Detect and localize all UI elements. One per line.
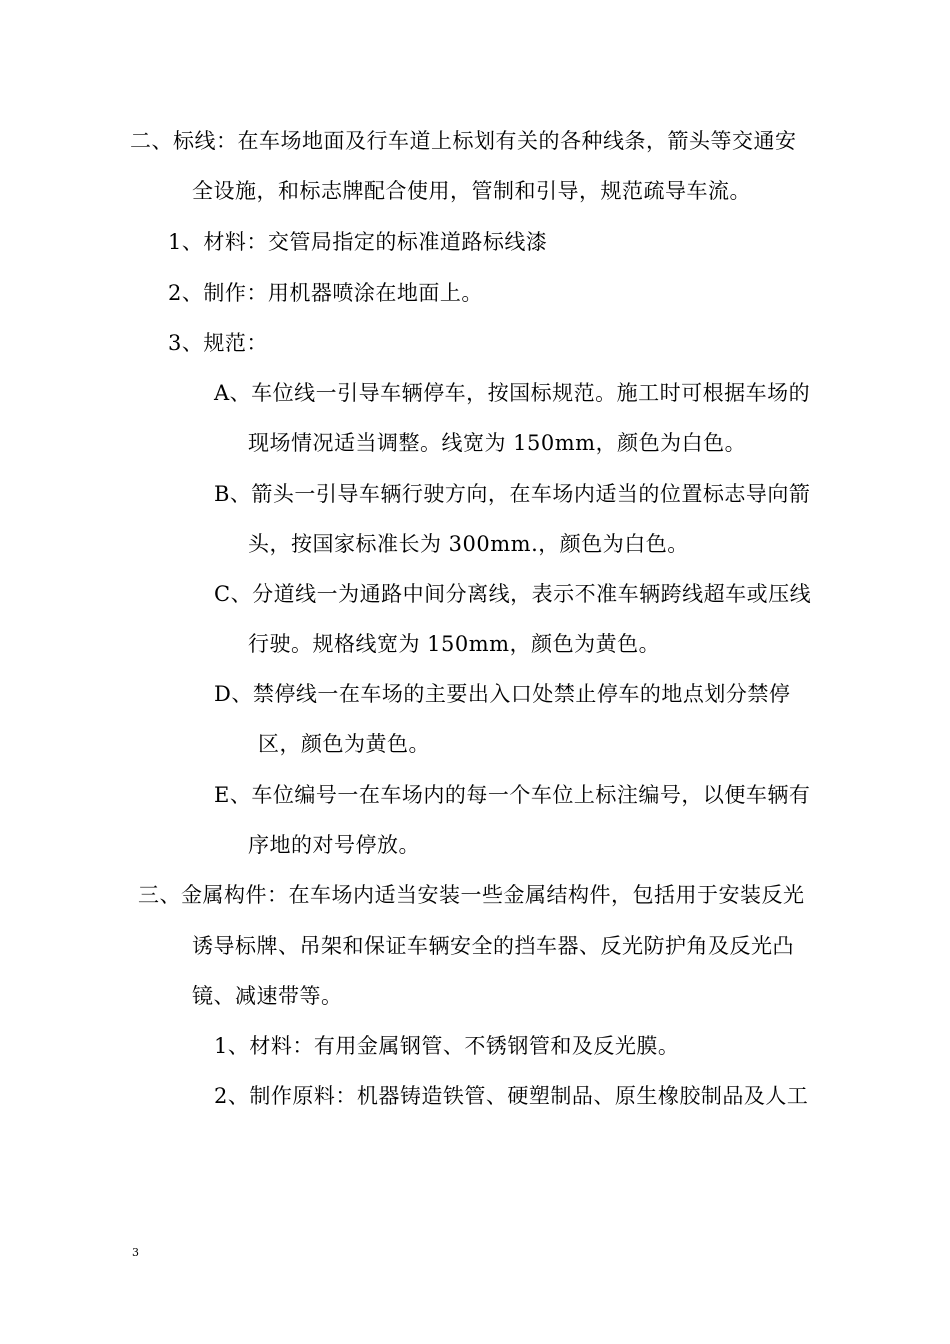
spec-c: C、分道线一为通路中间分离线，表示不准车辆跨线超车或压线 <box>214 582 812 606</box>
section-3-heading-cont: 诱导标牌、吊架和保证车辆安全的挡车器、反光防护角及反光凸 <box>192 934 794 958</box>
page-number: 3 <box>132 1246 139 1259</box>
spec-e-cont: 序地的对号停放。 <box>248 833 420 857</box>
spec-b: B、箭头一引导车辆行驶方向，在车场内适当的位置标志导向箭 <box>214 482 811 506</box>
spec-a: A、车位线一引导车辆停车，按国标规范。施工时可根据车场的 <box>214 381 811 405</box>
item-2-2-production: 2、制作：用机器喷涂在地面上。 <box>168 281 483 305</box>
item-2-1-material: 1、材料：交管局指定的标准道路标线漆 <box>168 230 548 254</box>
spec-b-cont: 头，按国家标准长为 300mm.，颜色为白色。 <box>248 532 689 556</box>
spec-a-cont: 现场情况适当调整。线宽为 150mm，颜色为白色。 <box>248 431 747 455</box>
section-2-heading-cont: 全设施，和标志牌配合使用，管制和引导，规范疏导车流。 <box>192 179 751 203</box>
item-2-3-spec: 3、规范： <box>168 331 268 355</box>
spec-d: D、禁停线一在车场的主要出入口处禁止停车的地点划分禁停 <box>214 682 791 706</box>
section-2-heading: 二、标线：在车场地面及行车道上标划有关的各种线条，箭头等交通安 <box>130 129 797 153</box>
section-3-heading: 三、金属构件：在车场内适当安装一些金属结构件，包括用于安装反光 <box>138 883 805 907</box>
item-3-2-raw-material: 2、制作原料：机器铸造铁管、硬塑制品、原生橡胶制品及人工 <box>214 1084 809 1108</box>
spec-e: E、车位编号一在车场内的每一个车位上标注编号，以便车辆有 <box>214 783 811 807</box>
item-3-1-material: 1、材料：有用金属钢管、不锈钢管和及反光膜。 <box>214 1034 680 1058</box>
section-3-heading-cont-2: 镜、减速带等。 <box>192 984 343 1008</box>
spec-c-cont: 行驶。规格线宽为 150mm，颜色为黄色。 <box>248 632 661 656</box>
spec-d-cont: 区，颜色为黄色。 <box>258 732 430 756</box>
